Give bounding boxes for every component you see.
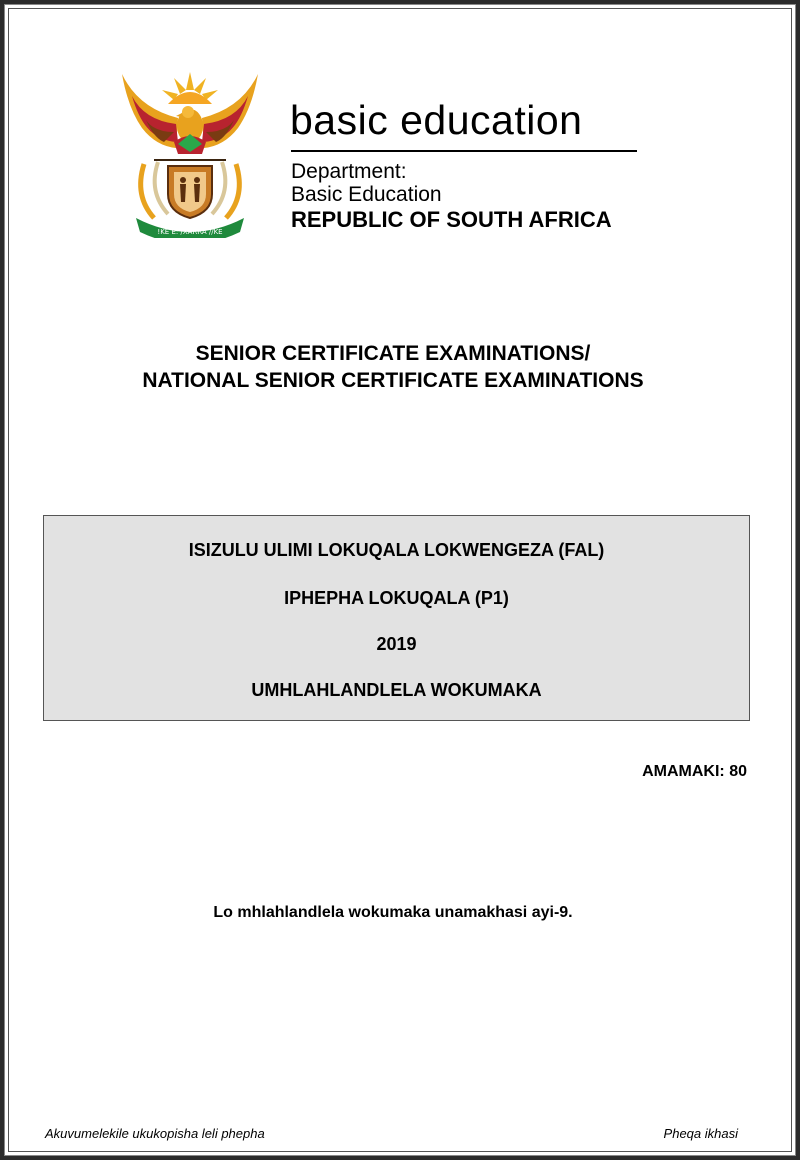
- exam-year: 2019: [376, 634, 417, 654]
- department-label: Department:: [291, 160, 407, 183]
- turn-page-note: Pheqa ikhasi: [663, 1126, 738, 1141]
- department-name: Basic Education: [291, 183, 442, 206]
- brand-title: basic education: [290, 97, 583, 143]
- page-count-note: Lo mhlahlandlela wokumaka unamakhasi ayi-9.: [213, 904, 573, 921]
- copyright-notice: Akuvumelekile ukukopisha leli phepha: [45, 1126, 265, 1141]
- svg-text:!KE E: /XARRA //KE: !KE E: /XARRA //KE: [157, 228, 223, 236]
- exam-heading-line1: SENIOR CERTIFICATE EXAMINATIONS/: [195, 342, 591, 365]
- brand-underline: [291, 150, 637, 152]
- total-marks: AMAMAKI: 80: [642, 763, 747, 780]
- exam-heading-line2: NATIONAL SENIOR CERTIFICATE EXAMINATIONS: [142, 369, 644, 392]
- country-name: REPUBLIC OF SOUTH AFRICA: [291, 207, 612, 232]
- subject-box: [43, 515, 750, 721]
- subject-title: ISIZULU ULIMI LOKUQALA LOKWENGEZA (FAL): [188, 540, 605, 560]
- document-type: UMHLAHLANDLELA WOKUMAKA: [251, 680, 542, 700]
- coat-of-arms-icon: [118, 68, 263, 238]
- paper-number: IPHEPHA LOKUQALA (P1): [284, 588, 509, 608]
